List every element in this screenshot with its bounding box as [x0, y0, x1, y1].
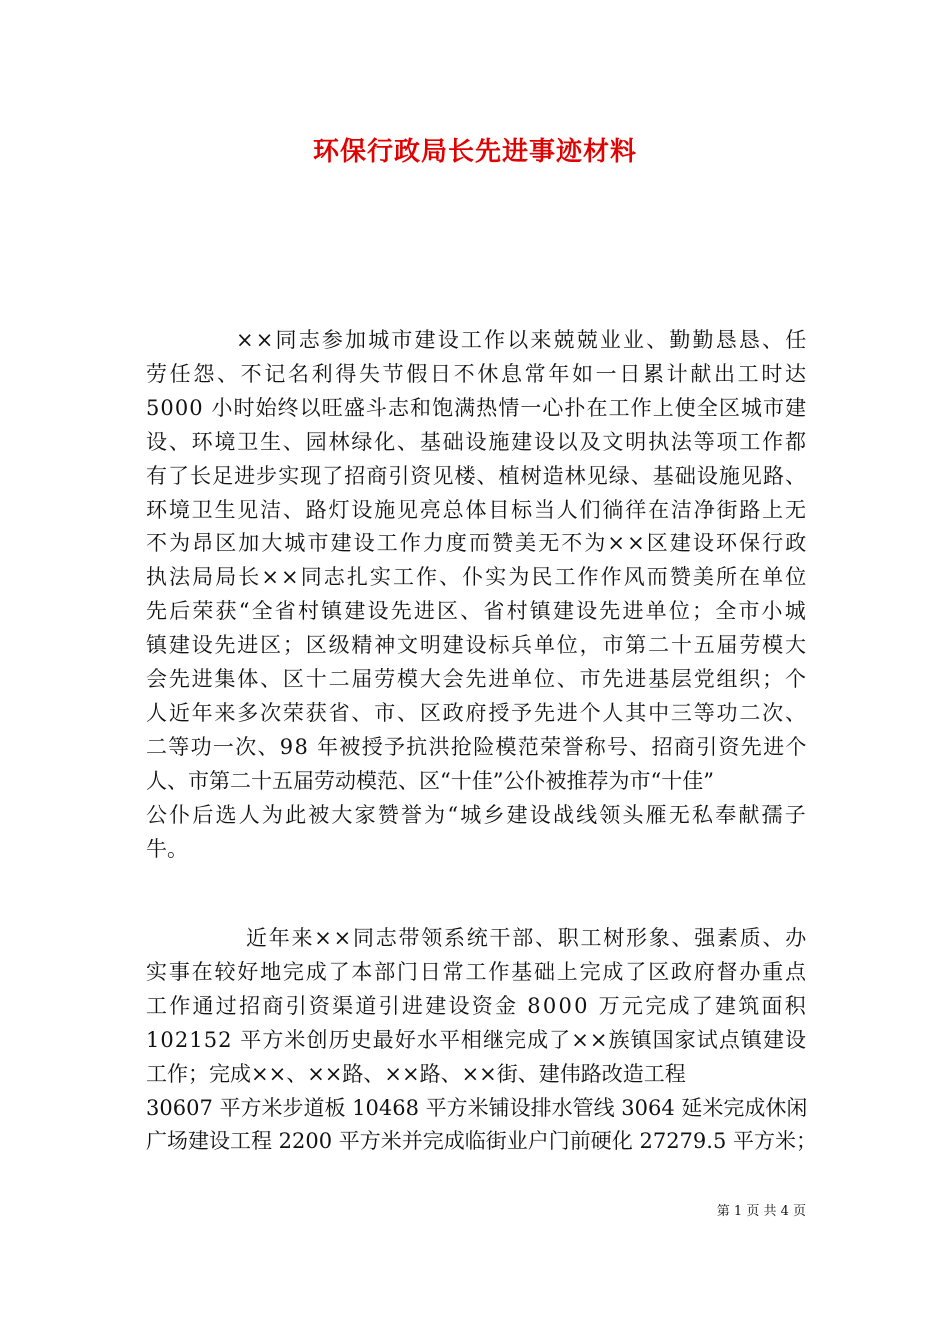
text-line: 二等功一次、98 年被授予抗洪抢险模范荣誉称号、招商引资先进个	[146, 734, 808, 759]
text-line: 不为昂区加大城市建设工作力度而赞美无不为××区建设环保行政	[146, 531, 809, 556]
text-line: 劳任怨、不记名利得失节假日不休息常年如一日累计献出工时达	[146, 361, 809, 386]
text-line: 镇建设先进区；区级精神文明建设标兵单位，市第二十五届劳模大	[146, 633, 808, 658]
text-line: ××同志参加城市建设工作以来兢兢业业、勤勤恳恳、任	[236, 328, 809, 352]
document-title: 环保行政局长先进事迹材料	[312, 137, 637, 167]
text-line: 近年来××同志带领系统干部、职工树形象、强素质、办	[246, 926, 808, 950]
text-line: 人近年来多次荣获省、市、区政府授予先进个人其中三等功二次、	[146, 700, 808, 725]
text-line: 公仆后选人为此被大家赞誉为“城乡建设战线领头雁无私奉献孺子	[146, 802, 808, 827]
text-line: 牛。	[146, 836, 188, 861]
text-line: 102152 平方米创历史最好水平相继完成了××族镇国家试点镇建设	[146, 1027, 808, 1052]
text-line: 实事在较好地完成了本部门日常工作基础上完成了区政府督办重点	[146, 959, 808, 984]
text-line: 工作通过招商引资渠道引进建设资金 8000 万元完成了建筑面积	[146, 993, 809, 1018]
text-line: 5000 小时始终以旺盛斗志和饱满热情一心扑在工作上使全区城市建	[146, 395, 808, 420]
text-line: 先后荣获“全省村镇建设先进区、省村镇建设先进单位；全市小城	[146, 599, 808, 624]
text-line: 30607 平方米步道板 10468 平方米铺设排水管线 3064 延米完成休闲	[146, 1095, 808, 1120]
text-line: 有了长足进步实现了招商引资见楼、植树造林见绿、基础设施见路、	[146, 463, 808, 488]
text-line: 设、环境卫生、园林绿化、基础设施建设以及文明执法等项工作都	[146, 429, 808, 454]
text-line: 环境卫生见洁、路灯设施见亮总体目标当人们徜徉在洁净街路上无	[146, 497, 808, 522]
text-line: 执法局局长××同志扎实工作、仆实为民工作作风而赞美所在单位	[146, 565, 809, 590]
text-line: 广场建设工程 2200 平方米并完成临街业户门前硬化 27279.5 平方米；	[146, 1129, 817, 1154]
text-line: 会先进集体、区十二届劳模大会先进单位、市先进基层党组织；个	[146, 667, 808, 691]
page-footer: 第 1 页 共 4 页	[716, 1204, 806, 1219]
text-line: 工作；完成××、××路、××路、××街、建伟路改造工程	[146, 1061, 686, 1086]
text-line: 人、市第二十五届劳动模范、区“十佳”公仆被推荐为市“十佳”	[146, 768, 714, 793]
